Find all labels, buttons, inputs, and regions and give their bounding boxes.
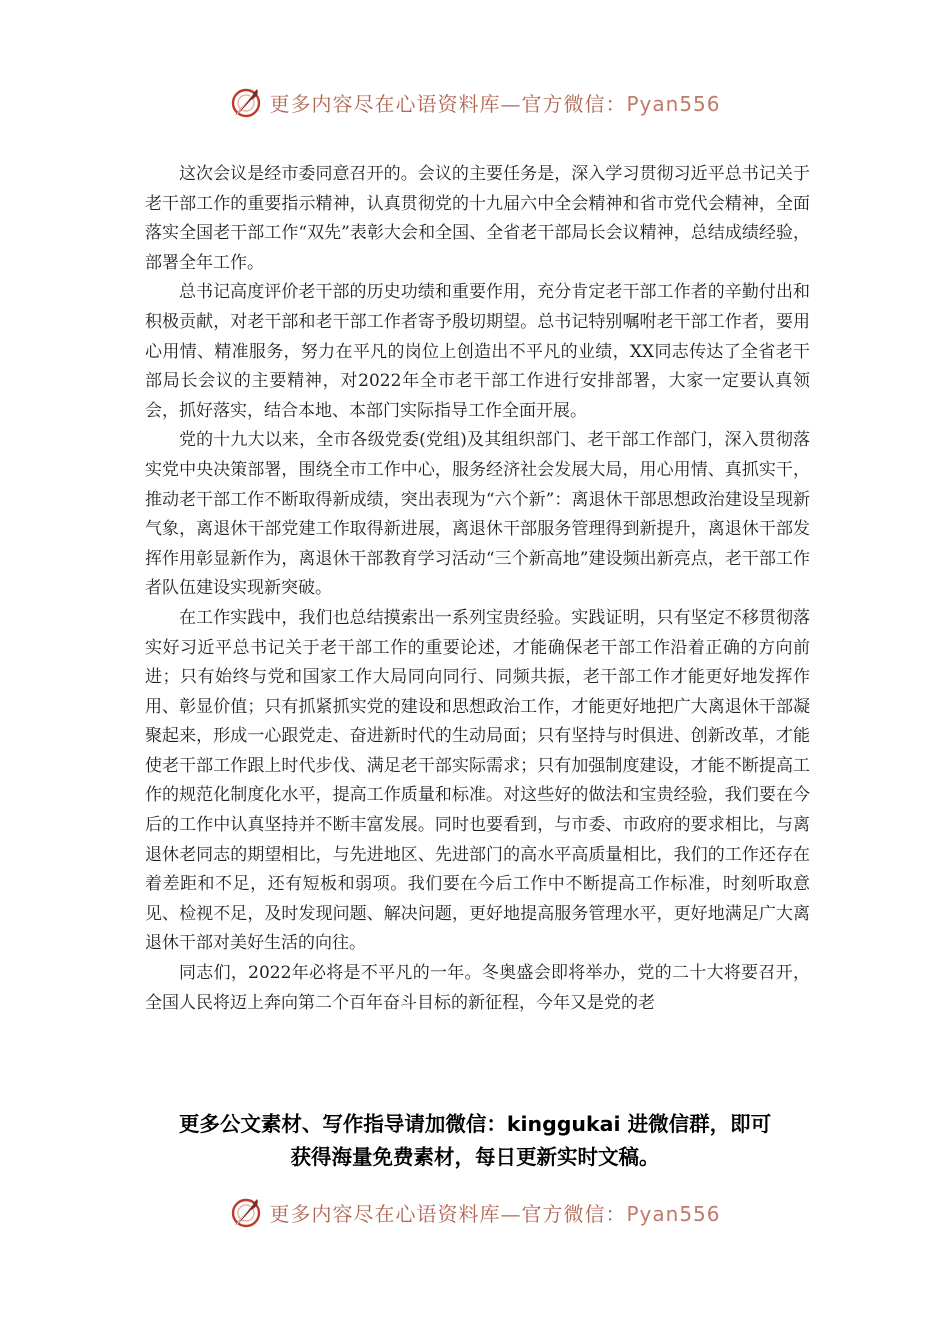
- paragraph: 在工作实践中，我们也总结摸索出一系列宝贵经验。实践证明，只有坚定不移贯彻落实好习近平总书记关于老干部工作的重要论述，才能确保老干部工作沿着正确的方向前进；只有始终与党和国家工作大局同向同行、同频共振，老干部工作才能更好地发挥作用、彰显价值；只有抓紧抓实党的建设和思想政治工作，才能更好地把广大离退休干部凝聚起来，形成一心跟党走、奋进新时代的生动局面；只有坚持与时俱进、创新改革，才能使老干部工作跟上时代步伐、满足老干部实际需求；只有加强制度建设，才能不断提高工作的规范化制度化水平，提高工作质量和标准。对这些好的做法和宝贵经验，我们要在今后的工作中认真坚持并不断丰富发展。同时也要看到，与市委、市政府的要求相比，与离退休老同志的期望相比，与先进地区、先进部门的高水平高质量相比，我们的工作还存在着差距和不足，还有短板和弱项。我们要在今后工作中不断提高工作标准，时刻听取意见、检视不足，及时发现问题、解决问题，更好地提高服务管理水平，更好地满足广大离退休干部对美好生活的向往。: [145, 607, 810, 954]
- paragraph: 党的十九大以来，全市各级党委(党组)及其组织部门、老干部工作部门，深入贯彻落实党中央决策部署，围绕全市工作中心，服务经济社会发展大局，用心用情、真抓实干，推动老干部工作不断取得新成绩，突出表现为“六个新”：离退休干部思想政治建设呈现新气象，离退休干部党建工作取得新进展，离退休干部服务管理得到新提升，离退休干部发挥作用彰显新作为，离退休干部教育学习活动“三个新高地”建设频出新亮点，老干部工作者队伍建设实现新突破。: [145, 430, 810, 599]
- footer-banner: [0, 1192, 950, 1232]
- header-banner: [0, 82, 950, 122]
- promo-notice: [100, 1108, 850, 1174]
- footer-wechat-id: Pyan556: [626, 1201, 721, 1226]
- header-wechat-id: Pyan556: [626, 91, 721, 116]
- quill-logo-icon: [229, 1195, 263, 1229]
- paragraph: 总书记高度评价老干部的历史功绩和重要作用，充分肯定老干部工作者的辛勤付出和积极贡献，对老干部和老干部工作者寄予殷切期望。总书记特别嘱咐老干部工作者，要用心用情、精准服务，努力在平凡的岗位上创造出不平凡的业绩，XX同志传达了全省老干部局长会议的主要精神，对2022年全市老干部工作进行安排部署，大家一定要认真领会，抓好落实，结合本地、本部门实际指导工作全面开展。: [145, 282, 810, 421]
- paragraph: 这次会议是经市委同意召开的。会议的主要任务是，深入学习贯彻习近平总书记关于老干部工作的重要指示精神，认真贯彻党的十九届六中全会精神和省市党代会精神，全面落实全国老干部工作“双先”表彰大会和全国、全省老干部局长会议精神，总结成绩经验，部署全年工作。: [145, 164, 810, 273]
- quill-logo-icon: [229, 85, 263, 119]
- promo-line-1: 更多公文素材、写作指导请加微信：kinggukai 进微信群，即可: [178, 1112, 772, 1136]
- promo-line-2: 获得海量免费素材，每日更新实时文稿。: [290, 1145, 660, 1169]
- document-body: [145, 160, 810, 1018]
- footer-banner-text: 更多内容尽在心语资料库—官方微信：Pyan556: [269, 1201, 721, 1226]
- paragraph: 同志们，2022年必将是不平凡的一年。冬奥盛会即将举办，党的二十大将要召开，全国人民将迈上奔向第二个百年奋斗目标的新征程，今年又是党的老: [145, 963, 810, 1013]
- header-banner-text: 更多内容尽在心语资料库—官方微信：Pyan556: [269, 91, 721, 116]
